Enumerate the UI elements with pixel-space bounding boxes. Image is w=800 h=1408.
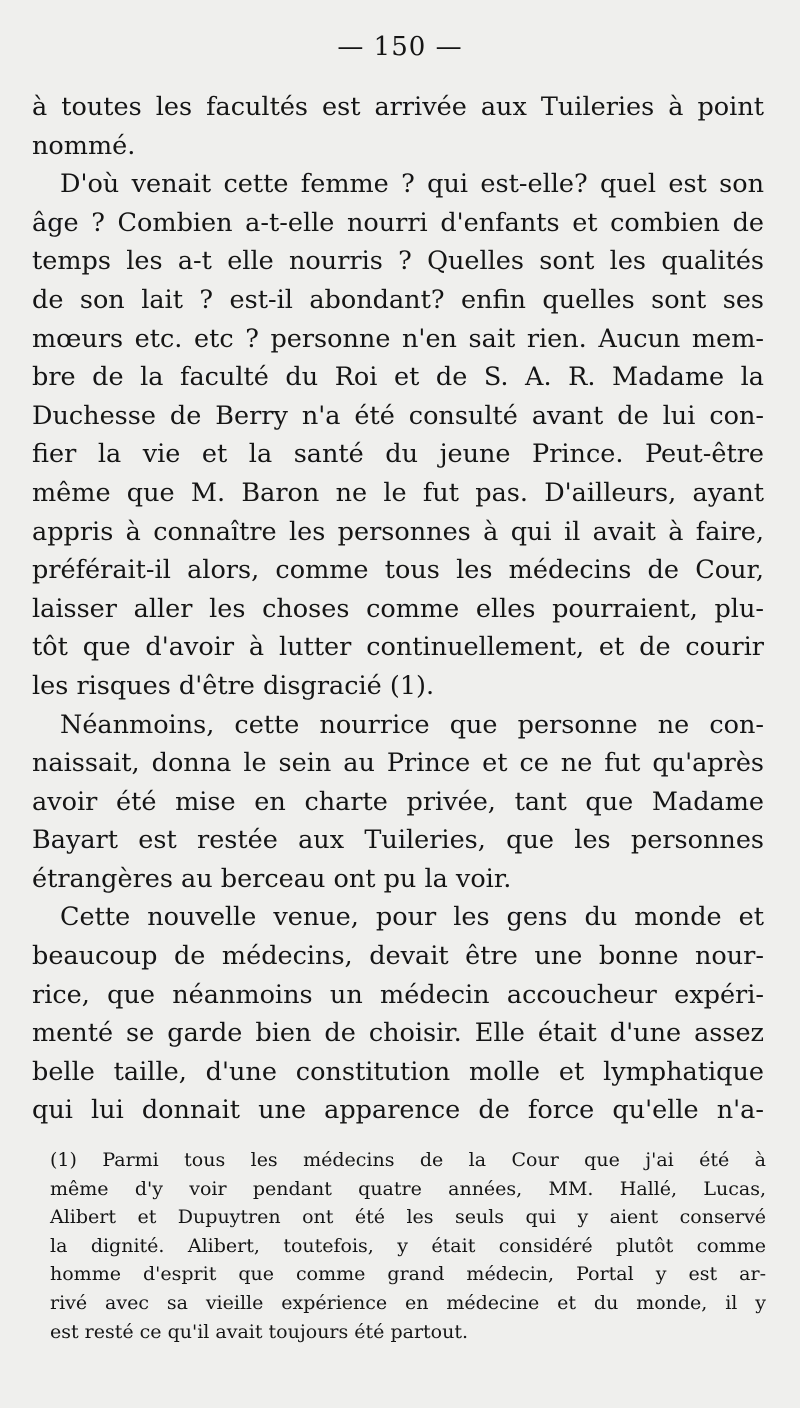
footnote-line: Alibert et Dupuytren ont été les seuls qui y aient conservé: [50, 1206, 766, 1229]
text-line: avoir été mise en charte privée, tant que Madame: [32, 786, 764, 817]
text-line: Bayart est restée aux Tuileries, que les personnes: [32, 825, 764, 856]
footnote-line: la dignité. Alibert, toutefois, y était considéré plutôt comme: [50, 1234, 766, 1257]
text-line: fier la vie et la santé du jeune Prince. Peut-être: [32, 439, 764, 470]
text-line: beaucoup de médecins, devait être une bonne nour-: [32, 941, 764, 972]
text-line: tôt que d'avoir à lutter continuellement, et de courir: [32, 632, 764, 663]
text-line: même que M. Baron ne le fut pas. D'ailleurs, ayant: [32, 477, 764, 508]
text-line: Néanmoins, cette nourrice que personne ne con-: [60, 709, 764, 740]
page-number: — 150 —: [337, 32, 463, 62]
text-line: Cette nouvelle venue, pour les gens du monde et: [60, 902, 764, 933]
footnote: [50, 1146, 766, 1346]
text-line: naissait, donna le sein au Prince et ce ne fut qu'après: [32, 748, 764, 779]
text-line: mœurs etc. etc ? personne n'en sait rien. Aucun mem-: [32, 323, 764, 354]
text-line: temps les a-t elle nourris ? Quelles sont les qualités: [32, 246, 764, 277]
paragraph-2: [32, 165, 764, 705]
text-line: étrangères au berceau ont pu la voir.: [32, 863, 512, 894]
paragraph-4: [32, 898, 764, 1130]
footnote-line: même d'y voir pendant quatre années, MM. Hallé, Lucas,: [50, 1177, 766, 1200]
text-line: préférait-il alors, comme tous les médecins de Cour,: [32, 555, 764, 586]
text-line: les risques d'être disgracié (1).: [32, 670, 435, 701]
text-line: menté se garde bien de choisir. Elle était d'une assez: [32, 1018, 764, 1049]
text-line: D'où venait cette femme ? qui est-elle? quel est son: [60, 169, 764, 200]
footnote-line: (1) Parmi tous les médecins de la Cour que j'ai été à: [50, 1149, 766, 1171]
paragraph-3: [32, 706, 764, 899]
paragraph-1: [32, 88, 764, 165]
text-line: belle taille, d'une constitution molle et lymphatique: [32, 1056, 764, 1087]
text-line: à toutes les facultés est arrivée aux Tuileries à point: [32, 92, 764, 122]
text-line: appris à connaître les personnes à qui il avait à faire,: [32, 516, 764, 547]
text-line: nommé.: [32, 130, 136, 161]
text-line: âge ? Combien a-t-elle nourri d'enfants et combien de: [32, 207, 764, 238]
body-text: [32, 88, 764, 1130]
text-line: bre de la faculté du Roi et de S. A. R. Madame la: [32, 362, 764, 393]
text-line: qui lui donnait une apparence de force qu'elle n'a-: [32, 1095, 764, 1126]
text-line: de son lait ? est-il abondant? enfin quelles sont ses: [32, 284, 764, 315]
text-line: rice, que néanmoins un médecin accoucheur expéri-: [32, 979, 764, 1010]
footnote-line: homme d'esprit que comme grand médecin, Portal y est ar-: [50, 1263, 766, 1286]
footnote-line: est resté ce qu'il avait toujours été partout.: [50, 1320, 469, 1343]
text-line: laisser aller les choses comme elles pourraient, plu-: [32, 593, 764, 624]
footnote-line: rivé avec sa vieille expérience en médecine et du monde, il y: [50, 1291, 766, 1314]
text-line: Duchesse de Berry n'a été consulté avant de lui con-: [32, 400, 764, 431]
